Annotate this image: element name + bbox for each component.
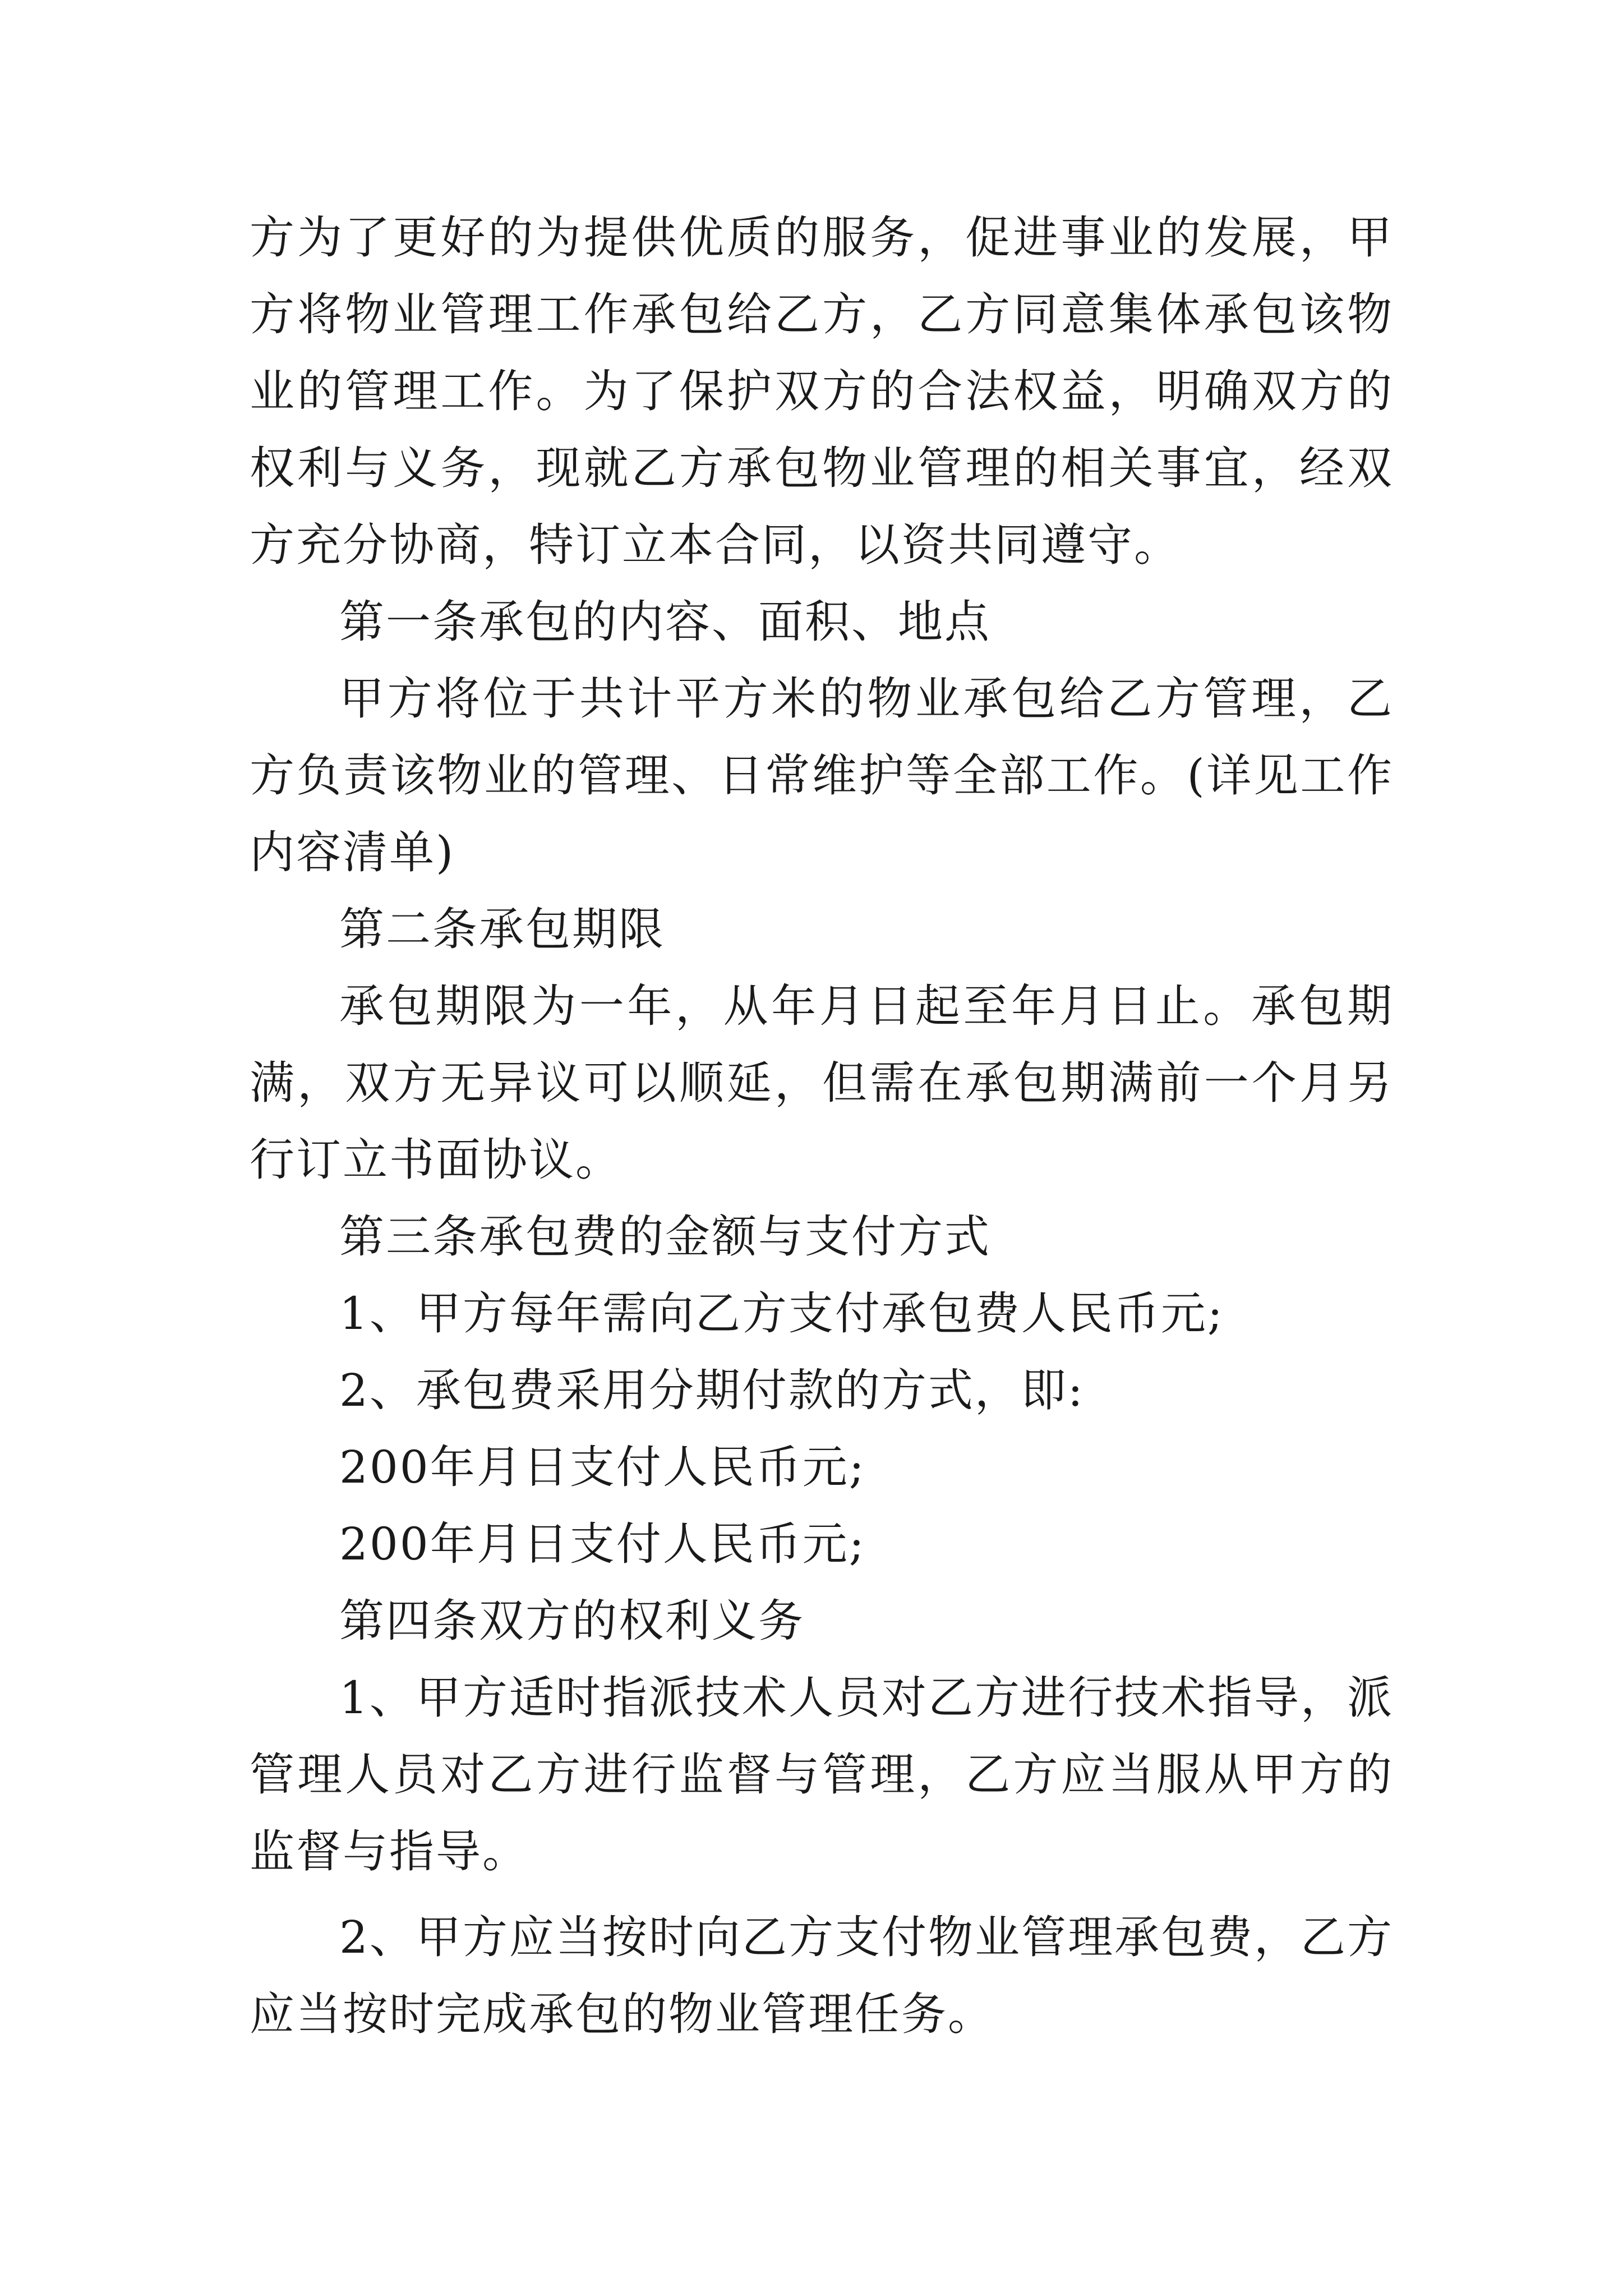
paragraph-intro: 方为了更好的为提供优质的服务，促进事业的发展，甲方将物业管理工作承包给乙方，乙方同意集体承包该物业的管理工作。为了保护双方的合法权益，明确双方的权利与义务，现就乙方承包物业管理的相关事宜，经双方充分协商，特订立本合同，以资共同遵守。 (250, 211, 1394, 571)
payment-line-1: 200年月日支付人民币元; (339, 1441, 866, 1493)
article-1-heading: 第一条承包的内容、面积、地点 (339, 596, 991, 648)
article-2-heading: 第二条承包期限 (339, 903, 665, 955)
article-4-heading: 第四条双方的权利义务 (339, 1595, 805, 1647)
article-4-item-2: 2、甲方应当按时向乙方支付物业管理承包费，乙方应当按时完成承包的物业管理任务。 (250, 1911, 1394, 2040)
article-3-item-2: 2、承包费采用分期付款的方式，即: (339, 1364, 1085, 1416)
article-1-body: 甲方将位于共计平方米的物业承包给乙方管理，乙方负责该物业的管理、日常维护等全部工作。(详见工作内容清单) (250, 673, 1394, 878)
article-2-body: 承包期限为一年，从年月日起至年月日止。承包期满，双方无异议可以顺延，但需在承包期满前一个月另行订立书面协议。 (250, 980, 1394, 1186)
article-4-item-1: 1、甲方适时指派技术人员对乙方进行技术指导，派管理人员对乙方进行监督与管理，乙方应当服从甲方的监督与指导。 (250, 1672, 1394, 1878)
contract-text (250, 199, 1394, 2053)
article-3-heading: 第三条承包费的金额与支付方式 (339, 1211, 991, 1263)
article-3-item-1: 1、甲方每年需向乙方支付承包费人民币元; (339, 1287, 1224, 1340)
payment-line-2: 200年月日支付人民币元; (339, 1518, 866, 1570)
